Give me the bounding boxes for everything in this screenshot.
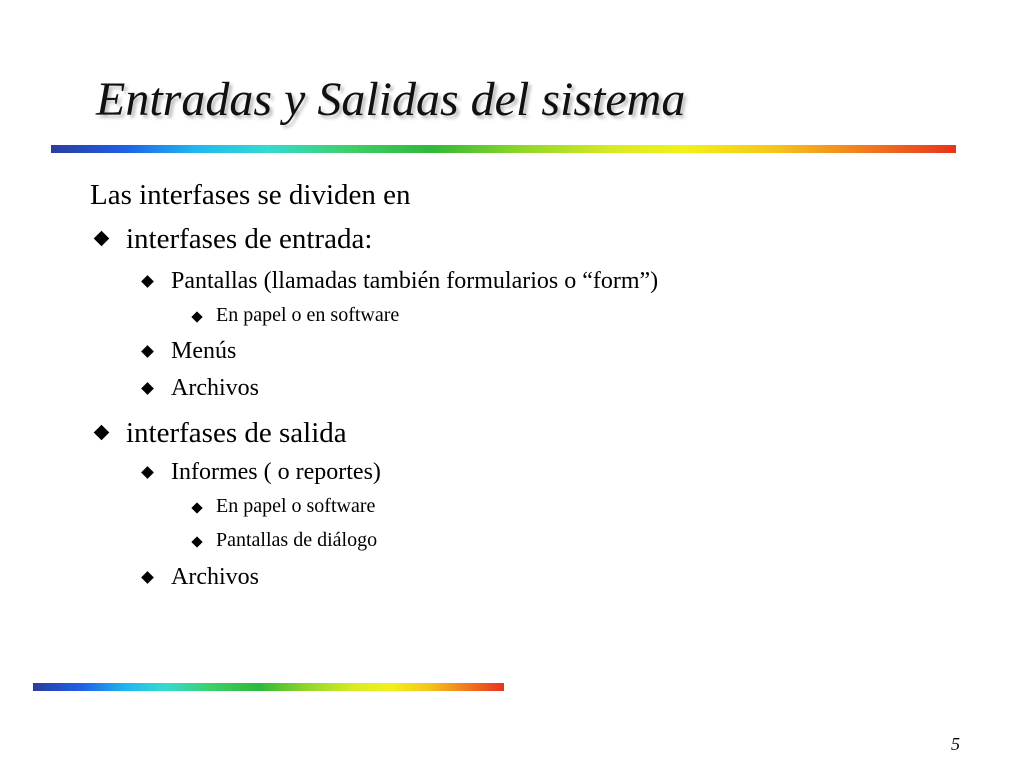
diamond-bullet-icon [141,382,154,395]
bullet-item-level1: interfases de entrada: [126,223,373,255]
diamond-bullet-icon [141,345,154,358]
diamond-bullet-icon [141,571,154,584]
intro-text: Las interfases se dividen en [90,179,411,211]
diamond-bullet-icon [94,231,110,247]
diamond-bullet-icon [191,536,202,547]
rainbow-divider-bottom [33,683,504,691]
diamond-bullet-icon [141,466,154,479]
diamond-bullet-icon [191,311,202,322]
bullet-item-level2: Archivos [171,375,259,401]
diamond-bullet-icon [94,425,110,441]
bullet-item-level2: Archivos [171,564,259,590]
slide-title: Entradas y Salidas del sistema [96,73,686,126]
bullet-item-level1: interfases de salida [126,417,347,449]
bullet-item-level2: Menús [171,338,237,364]
diamond-bullet-icon [191,502,202,513]
rainbow-divider-top [51,145,956,153]
bullet-item-level2: Pantallas (llamadas también formularios o “form”) [171,268,659,294]
bullet-item-level2: Informes ( o reportes) [171,459,381,485]
page-number: 5 [951,734,960,754]
bullet-item-level3: Pantallas de diálogo [216,529,378,551]
bullet-item-level3: En papel o en software [216,304,400,326]
diamond-bullet-icon [141,275,154,288]
bullet-item-level3: En papel o software [216,495,376,517]
